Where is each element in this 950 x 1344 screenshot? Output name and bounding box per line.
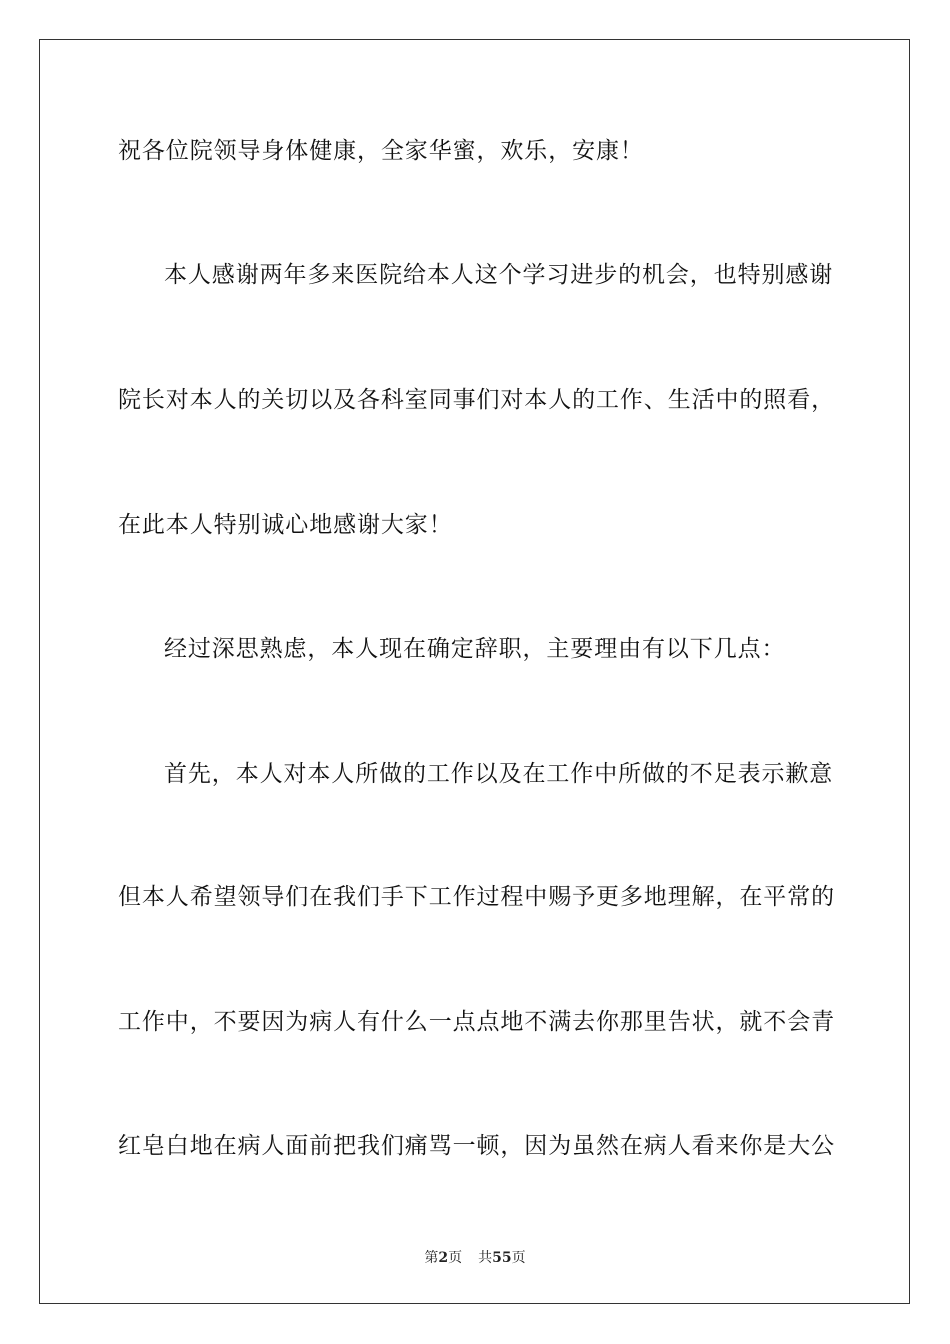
body-text-line: 但本人希望领导们在我们手下工作过程中赐予更多地理解，在平常的 xyxy=(118,884,835,910)
body-text-line: 工作中，不要因为病人有什么一点点地不满去你那里告状，就不会青 xyxy=(118,1009,835,1035)
body-text-line: 经过深思熟虑，本人现在确定辞职，主要理由有以下几点： xyxy=(164,636,786,662)
body-text-line: 红皂白地在病人面前把我们痛骂一顿，因为虽然在病人看来你是大公 xyxy=(118,1133,835,1159)
body-text-line: 院长对本人的关切以及各科室同事们对本人的工作、生活中的照看， xyxy=(118,387,835,413)
page-footer xyxy=(0,1248,950,1268)
total-pages-label: 共55页 xyxy=(478,1250,526,1266)
body-text-line: 本人感谢两年多来医院给本人这个学习进步的机会，也特别感谢 xyxy=(164,262,834,288)
page-border xyxy=(39,39,910,1304)
body-text-line: 首先，本人对本人所做的工作以及在工作中所做的不足表示歉意 xyxy=(164,761,834,787)
body-text-line: 在此本人特别诚心地感谢大家！ xyxy=(118,512,453,538)
body-text-line: 祝各位院领导身体健康，全家华蜜，欢乐，安康！ xyxy=(118,138,644,164)
page-number-label: 第2页 xyxy=(424,1250,463,1266)
